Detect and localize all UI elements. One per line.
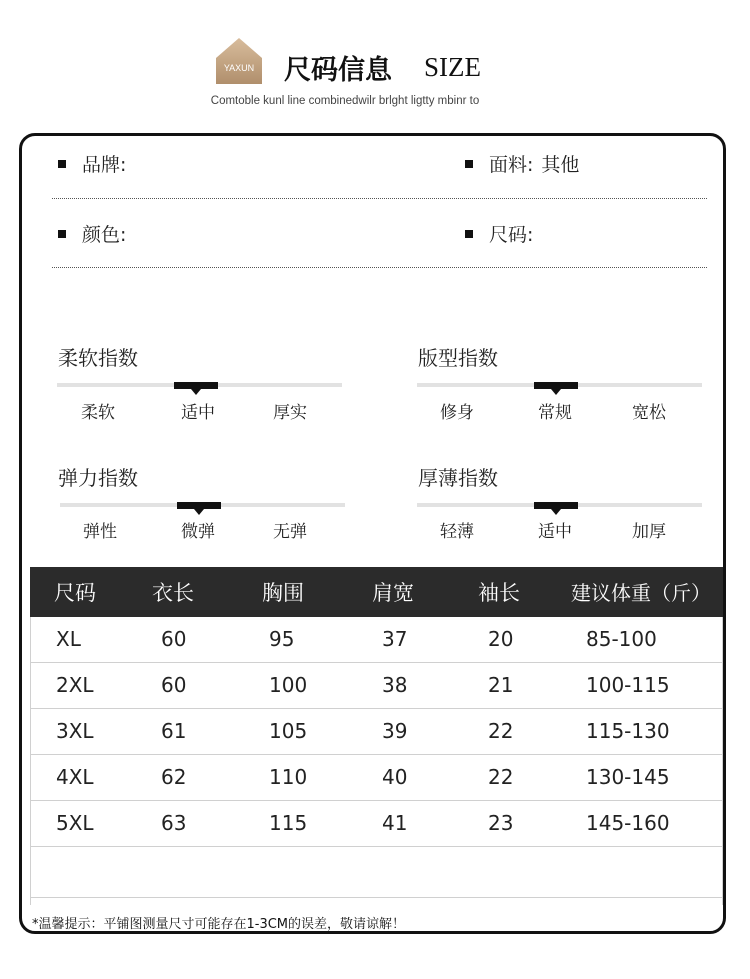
brand-label: 品牌: <box>82 154 127 176</box>
size-label: 尺码: <box>489 224 534 246</box>
fabric-field <box>465 150 579 177</box>
page-title-en: SIZE <box>424 52 481 82</box>
table-cell: 3XL <box>56 719 94 743</box>
table-row-empty <box>30 847 723 898</box>
thickness-index-title: 厚薄指数 <box>418 466 498 490</box>
table-cell: 130-145 <box>586 765 670 789</box>
table-cell: 85-100 <box>586 627 657 651</box>
table-cell: 115 <box>269 811 308 835</box>
table-cell: 115-130 <box>586 719 670 743</box>
table-cell: XL <box>56 627 81 651</box>
size-field <box>465 220 543 247</box>
table-cell: 21 <box>488 673 514 697</box>
brand-logo <box>216 36 262 84</box>
column-header-sleeve: 袖长 <box>478 581 520 605</box>
divider <box>52 267 707 268</box>
table-cell: 20 <box>488 627 514 651</box>
table-cell: 37 <box>382 627 408 651</box>
elasticity-index-marker <box>177 502 221 509</box>
fit-option-1: 修身 <box>440 403 474 423</box>
softness-index-marker <box>174 382 218 389</box>
elasticity-index-title: 弹力指数 <box>58 466 138 490</box>
color-field <box>58 220 136 247</box>
elasticity-option-3: 无弹 <box>273 522 307 542</box>
brand-field <box>58 150 136 177</box>
elasticity-option-2: 微弹 <box>181 522 215 542</box>
softness-index-title: 柔软指数 <box>58 346 138 370</box>
thickness-option-1: 轻薄 <box>440 522 474 542</box>
table-cell: 63 <box>161 811 187 835</box>
size-table-header <box>30 567 723 617</box>
size-info-card <box>19 133 726 934</box>
page-subtitle: Comtoble kunl line combinedwilr brlght ligtty mbinr to <box>210 95 480 107</box>
table-cell: 41 <box>382 811 408 835</box>
table-row <box>30 801 723 847</box>
elasticity-index-bar <box>60 503 345 507</box>
table-cell: 38 <box>382 673 408 697</box>
square-bullet-icon <box>58 160 66 168</box>
thickness-option-3: 加厚 <box>632 522 666 542</box>
fit-index-title: 版型指数 <box>418 346 498 370</box>
fit-option-2: 常规 <box>538 403 572 423</box>
table-cell: 145-160 <box>586 811 670 835</box>
house-logo-icon <box>216 36 262 84</box>
fit-index-bar <box>417 383 702 387</box>
table-cell: 110 <box>269 765 308 789</box>
table-cell: 4XL <box>56 765 94 789</box>
measurement-tip: *温馨提示：平铺图测量尺寸可能存在1-3CM的误差，敬请谅解！ <box>32 917 406 932</box>
table-cell: 22 <box>488 719 514 743</box>
elasticity-option-1: 弹性 <box>83 522 117 542</box>
fabric-label: 面料: <box>489 154 534 176</box>
square-bullet-icon <box>58 230 66 238</box>
column-header-size: 尺码 <box>54 581 96 605</box>
fit-option-3: 宽松 <box>632 403 666 423</box>
column-header-shoulder: 肩宽 <box>372 581 414 605</box>
table-row <box>30 617 723 663</box>
table-cell: 23 <box>488 811 514 835</box>
divider <box>52 198 707 199</box>
table-cell: 40 <box>382 765 408 789</box>
softness-option-2: 适中 <box>181 403 215 423</box>
table-cell: 62 <box>161 765 187 789</box>
table-row <box>30 663 723 709</box>
page-title: 尺码信息 <box>284 55 392 86</box>
thickness-index-marker <box>534 502 578 509</box>
table-row <box>30 755 723 801</box>
column-header-weight: 建议体重（斤） <box>571 581 711 605</box>
table-cell: 60 <box>161 627 187 651</box>
table-cell: 2XL <box>56 673 94 697</box>
logo-text: YAXUN <box>223 63 255 73</box>
table-cell: 60 <box>161 673 187 697</box>
table-cell: 100-115 <box>586 673 670 697</box>
fabric-value: 其他 <box>541 154 580 176</box>
table-cell: 61 <box>161 719 187 743</box>
color-label: 颜色: <box>82 224 127 246</box>
column-header-chest: 胸围 <box>262 581 304 605</box>
softness-index-bar <box>57 383 342 387</box>
thickness-index-bar <box>417 503 702 507</box>
fit-index-marker <box>534 382 578 389</box>
column-header-length: 衣长 <box>152 581 194 605</box>
square-bullet-icon <box>465 160 473 168</box>
table-cell: 5XL <box>56 811 94 835</box>
softness-option-1: 柔软 <box>81 403 115 423</box>
thickness-option-2: 适中 <box>538 522 572 542</box>
table-cell: 39 <box>382 719 408 743</box>
square-bullet-icon <box>465 230 473 238</box>
table-cell: 105 <box>269 719 308 743</box>
softness-option-3: 厚实 <box>273 403 307 423</box>
table-cell: 100 <box>269 673 308 697</box>
table-row <box>30 709 723 755</box>
table-cell: 22 <box>488 765 514 789</box>
table-cell: 95 <box>269 627 295 651</box>
